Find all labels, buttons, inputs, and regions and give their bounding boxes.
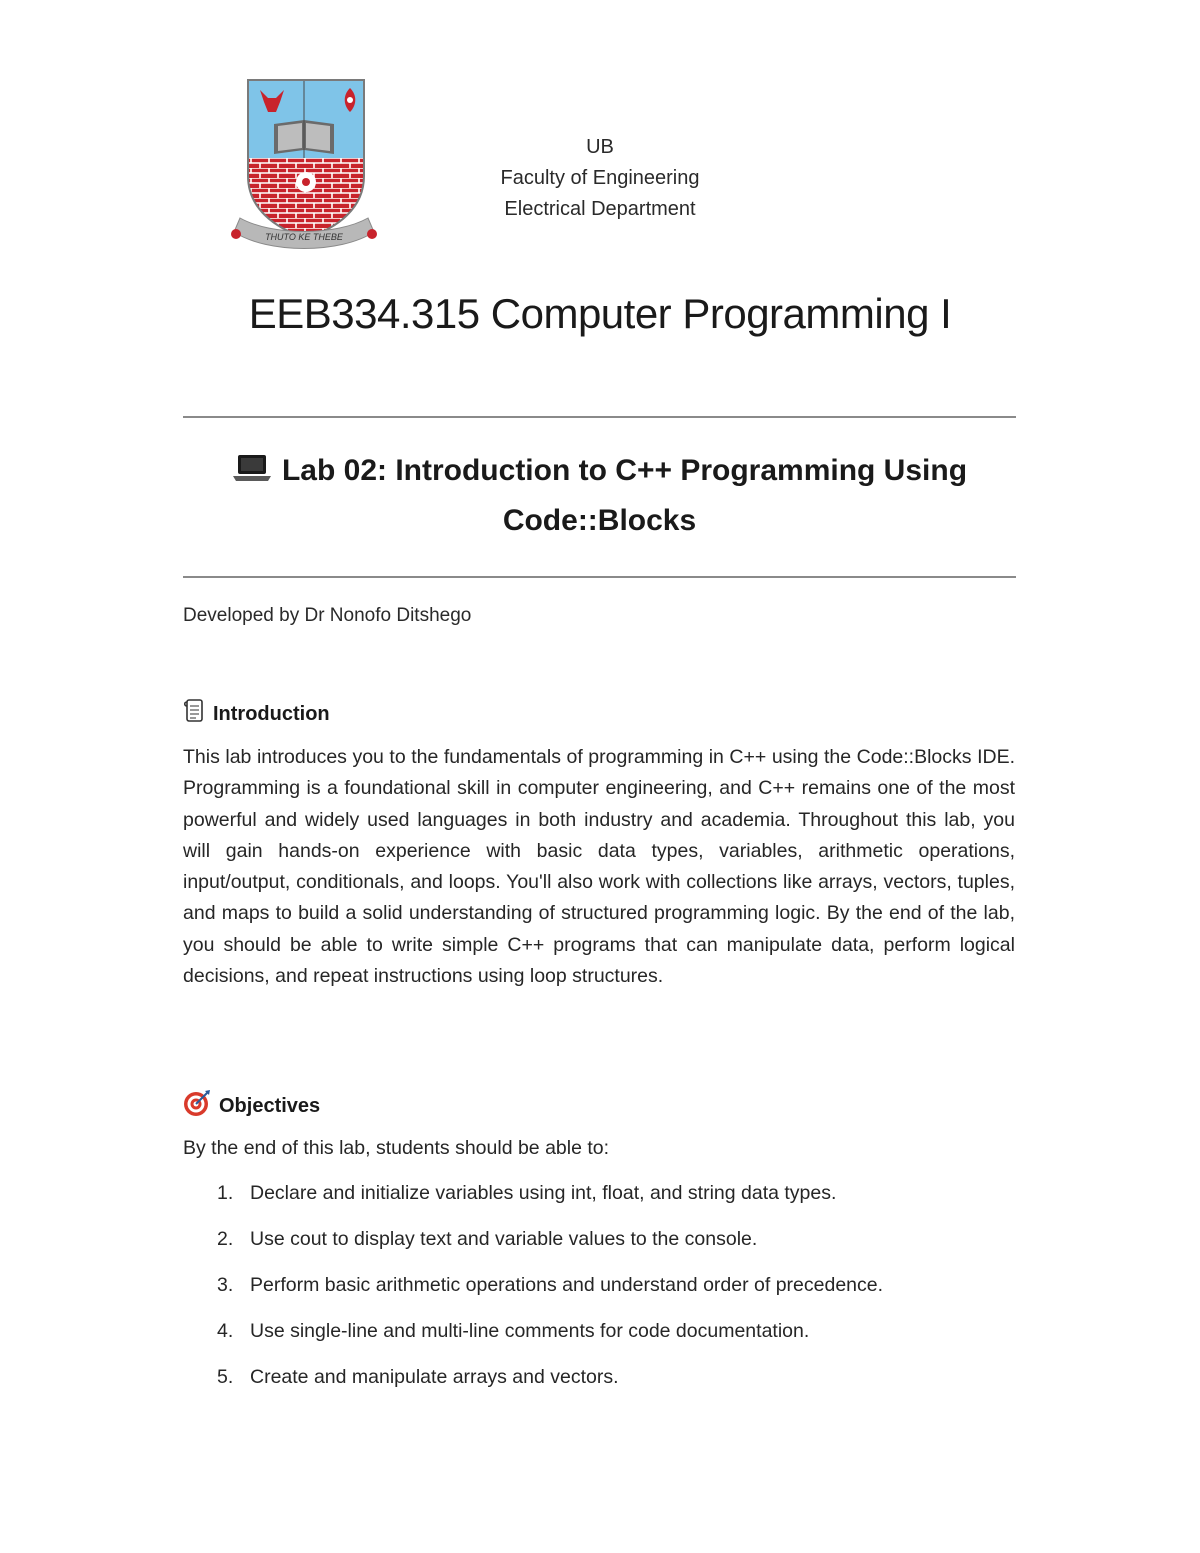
divider-top bbox=[183, 416, 1016, 418]
list-item bbox=[183, 1274, 1015, 1320]
list-item-number: 3. bbox=[217, 1274, 234, 1296]
list-item bbox=[183, 1320, 1015, 1366]
lab-title bbox=[183, 447, 1016, 544]
objectives-heading bbox=[183, 1089, 320, 1123]
list-item bbox=[183, 1228, 1015, 1274]
list-item-number: 2. bbox=[217, 1228, 234, 1250]
course-title: EEB334.315 Computer Programming I bbox=[248, 290, 952, 337]
author-credit: Developed by Dr Nonofo Ditshego bbox=[183, 605, 472, 626]
list-item-number: 5. bbox=[217, 1366, 234, 1388]
laptop-icon bbox=[232, 450, 272, 497]
list-item bbox=[183, 1182, 1015, 1228]
list-item-number: 1. bbox=[217, 1182, 234, 1204]
lab-title-line-2: Code::Blocks bbox=[502, 504, 697, 537]
divider-bottom bbox=[183, 576, 1016, 578]
list-item-text: Declare and initialize variables using int, float, and string data types. bbox=[250, 1182, 837, 1204]
list-item bbox=[183, 1366, 1015, 1412]
list-item-number: 4. bbox=[217, 1320, 234, 1342]
target-icon bbox=[183, 1089, 211, 1123]
university-name: UB bbox=[586, 136, 614, 158]
list-item-text: Use single-line and multi-line comments for code documentation. bbox=[250, 1320, 810, 1342]
scroll-icon bbox=[183, 698, 205, 730]
institution-header bbox=[450, 132, 750, 225]
objectives-heading-text: Objectives bbox=[219, 1094, 321, 1117]
list-item-text: Perform basic arithmetic operations and understand order of precedence. bbox=[250, 1274, 884, 1296]
lab-title-line-1: Lab 02: Introduction to C++ Programming Using bbox=[281, 454, 968, 487]
faculty-name: Faculty of Engineering bbox=[500, 167, 700, 189]
list-item-text: Create and manipulate arrays and vectors. bbox=[250, 1366, 619, 1388]
introduction-paragraph: This lab introduces you to the fundamentals of programming in C++ using the Code::Blocks IDE. Programming is a foundational skill in computer engineering, and C++ remains one of the most powerful and widely used languages in both industry and academia. Throughout this lab, you will gain hands-on experience with basic data types, variables, arithmetic operations, input/output, conditionals, and loops. You'll also work with collections like arrays, vectors, tuples, and maps to build a solid understanding of structured programming logic. By the end of the lab, you should be able to write simple C++ programs that can manipulate data, perform logical decisions, and repeat instructions using loop structures. bbox=[183, 746, 1015, 988]
crest-motto: THUTO KE THEBE bbox=[265, 232, 343, 242]
department-name: Electrical Department bbox=[504, 198, 696, 220]
objectives-lead: By the end of this lab, students should be able to: bbox=[183, 1137, 610, 1159]
introduction-heading-text: Introduction bbox=[213, 702, 330, 725]
objectives-list bbox=[183, 1182, 1015, 1412]
list-item-text: Use cout to display text and variable values to the console. bbox=[250, 1228, 758, 1250]
introduction-heading bbox=[183, 698, 330, 730]
university-crest-logo bbox=[228, 78, 380, 250]
